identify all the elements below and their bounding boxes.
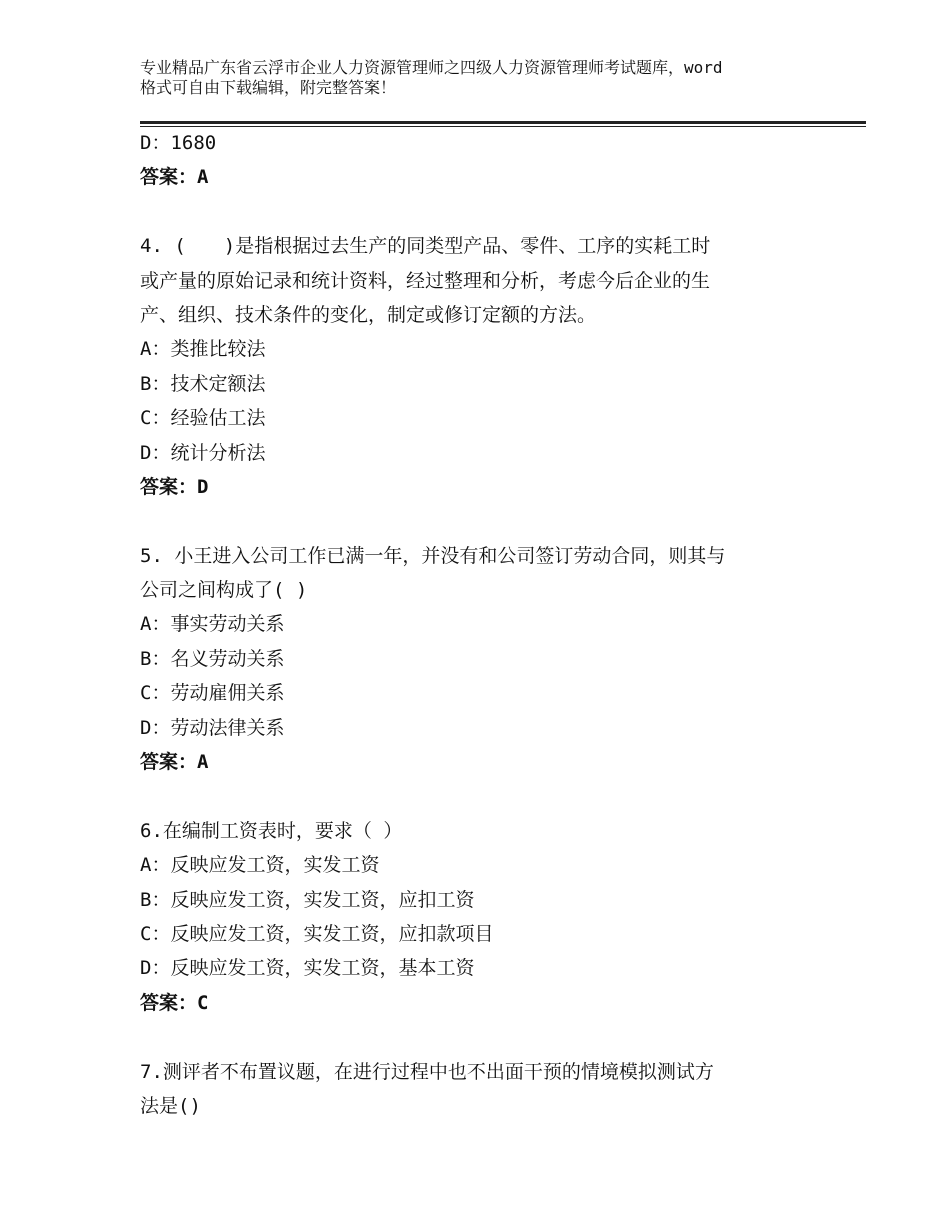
header-line-1: 专业精品广东省云浮市企业人力资源管理师之四级人力资源管理师考试题库，word bbox=[140, 58, 723, 77]
option-d: D：劳动法律关系 bbox=[140, 716, 285, 739]
question-stem: 或产量的原始记录和统计资料，经过整理和分析，考虑今后企业的生 bbox=[140, 269, 711, 292]
question-stem: 公司之间构成了( ) bbox=[140, 579, 308, 602]
answer: 答案：A bbox=[140, 166, 209, 189]
spacer bbox=[140, 779, 840, 813]
option-c: C：经验估工法 bbox=[140, 407, 266, 430]
question-stem: 4. ( )是指根据过去生产的同类型产品、零件、工序的实耗工时 bbox=[140, 235, 711, 258]
answer: 答案：C bbox=[140, 991, 209, 1014]
option-a: A：事实劳动关系 bbox=[140, 613, 285, 636]
answer: 答案：A bbox=[140, 751, 209, 774]
header-line-2: 格式可自由下载编辑，附完整答案！ bbox=[140, 78, 397, 97]
spacer bbox=[140, 1020, 840, 1054]
option-d: D：统计分析法 bbox=[140, 441, 266, 464]
question-7 bbox=[140, 1055, 840, 1124]
question-stem: 产、组织、技术条件的变化，制定或修订定额的方法。 bbox=[140, 303, 597, 326]
question-6 bbox=[140, 814, 840, 1020]
option-c: C：劳动雇佣关系 bbox=[140, 682, 285, 705]
option-b: B：技术定额法 bbox=[140, 372, 266, 395]
option-a: A：类推比较法 bbox=[140, 338, 266, 361]
spacer bbox=[140, 195, 840, 229]
question-stem: 法是() bbox=[140, 1094, 201, 1117]
option-c: C：反映应发工资，实发工资，应扣款项目 bbox=[140, 922, 494, 945]
document-body bbox=[140, 126, 840, 1123]
option-a: A：反映应发工资，实发工资 bbox=[140, 854, 380, 877]
document-header bbox=[140, 58, 840, 98]
option-b: B：名义劳动关系 bbox=[140, 647, 285, 670]
question-5 bbox=[140, 539, 840, 780]
question-stem: 6.在编制工资表时，要求（ ） bbox=[140, 819, 403, 842]
header-divider-thick bbox=[140, 121, 866, 124]
answer: 答案：D bbox=[140, 475, 209, 498]
question-stem: 5. 小王进入公司工作已满一年，并没有和公司签订劳动合同，则其与 bbox=[140, 544, 726, 567]
spacer bbox=[140, 504, 840, 538]
option-d: D：1680 bbox=[140, 132, 217, 154]
option-d: D：反映应发工资，实发工资，基本工资 bbox=[140, 957, 475, 980]
option-b: B：反映应发工资，实发工资，应扣工资 bbox=[140, 888, 475, 911]
question-stem: 7.测评者不布置议题，在进行过程中也不出面干预的情境模拟测试方 bbox=[140, 1060, 714, 1083]
question-4 bbox=[140, 229, 840, 504]
